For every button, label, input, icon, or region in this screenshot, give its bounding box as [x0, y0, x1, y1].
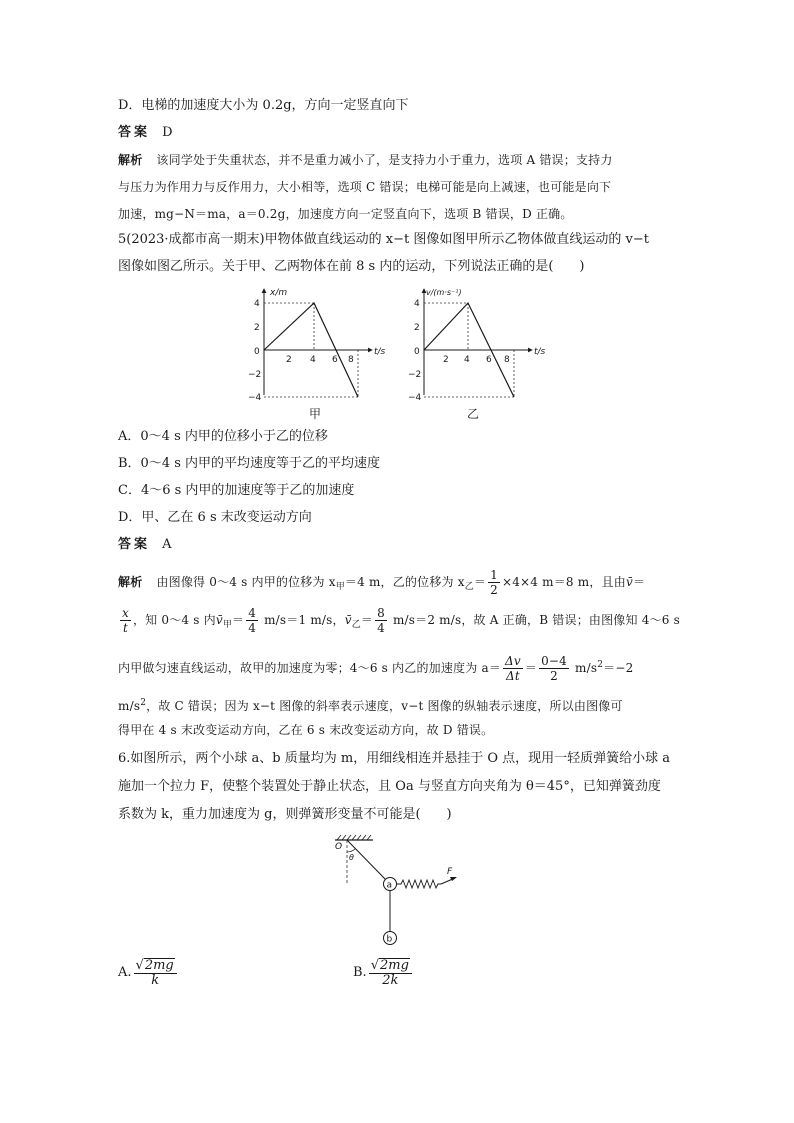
label-f: F: [447, 867, 453, 877]
ceiling-hatch: [337, 835, 371, 840]
frac-num: [134, 958, 177, 974]
answer-label: 答案: [118, 537, 151, 552]
radicand: 2mg: [144, 958, 174, 973]
q5-analysis-line-5: 得甲在 4 s 末改变运动方向，乙在 6 s 末改变运动方向，故 D 错误。: [118, 723, 494, 737]
q4-option-d: D．电梯的加速度大小为 0.2g，方向一定竖直向下: [118, 98, 409, 113]
subscript: 乙: [351, 620, 361, 630]
frac-den: 2: [550, 669, 558, 683]
q5-answer-row: [118, 535, 172, 555]
ytick-4: 4: [254, 299, 260, 309]
q5-stem-line-2: 图像如图乙所示。关于甲、乙两物体在前 8 s 内的运动，下列说法正确的是( ): [118, 259, 585, 274]
answer-value: D: [162, 125, 173, 140]
label-b: b: [386, 934, 393, 945]
frac-den: Δt: [506, 669, 520, 683]
q5-analysis-line-1: [118, 568, 645, 597]
analysis-text: 由图像得 0～4 s 内甲的位移为 x: [156, 575, 336, 589]
analysis-text: m/s: [571, 661, 598, 675]
x-label: t/s: [534, 347, 546, 357]
xtick-2: 2: [286, 355, 292, 365]
graph-jia-caption: 甲: [309, 407, 322, 421]
ytick-2: 2: [254, 323, 260, 333]
vbar-symbol: v̄: [344, 613, 352, 627]
fraction: [539, 654, 569, 683]
xtick-8: 8: [348, 355, 354, 365]
ytick-4: 4: [414, 299, 420, 309]
analysis-text: 该同学处于失重状态，并不是重力减小了，是支持力小于重力，选项 A 错误；支持力: [156, 153, 613, 167]
frac-num: 0−4: [541, 654, 568, 668]
frac-num: [369, 958, 412, 974]
ytick-neg4: −4: [248, 393, 262, 403]
option-letter: B.: [353, 965, 367, 980]
vbar-symbol: v̄: [215, 613, 223, 627]
xtick-4: 4: [464, 355, 470, 365]
analysis-text: ×4×4 m＝8 m，且由: [501, 575, 626, 589]
xtick-4: 4: [310, 355, 316, 365]
q6-option-b: [353, 958, 414, 988]
frac-den: t: [122, 621, 128, 635]
fraction: [246, 606, 258, 635]
analysis-label: 解析: [118, 575, 143, 589]
frac-den: 4: [377, 621, 385, 635]
q5-stem-line-1: 5(2023·成都市高一期末)甲物体做直线运动的 x−t 图像如图甲所示乙物体做直线运动的 v−t: [118, 232, 649, 247]
answer-label: 答案: [118, 125, 151, 140]
x-label: t/s: [374, 347, 386, 357]
frac-den: k: [151, 973, 160, 988]
subscript: 乙: [464, 582, 474, 592]
angle-arc: [347, 849, 355, 852]
ytick-neg2: −2: [408, 370, 422, 380]
label-theta: θ: [349, 853, 354, 862]
analysis-text: ＝: [360, 613, 374, 627]
frac-num: Δv: [505, 654, 521, 668]
option-letter: A.: [118, 965, 132, 980]
q6-stem-line-1: 6.如图所示，两个小球 a、b 质量均为 m，用细线相连并悬挂于 O 点，现用一轻质弹簧给小球 a: [118, 751, 671, 766]
q4-analysis-line-2: 与压力为作用力与反作用力，大小相等，选项 C 错误；电梯可能是向上减速，也可能是向下: [118, 180, 612, 194]
q5-option-d: D．甲、乙在 6 s 末改变运动方向: [118, 510, 312, 525]
q6-option-a: [118, 958, 179, 988]
fraction: [375, 606, 387, 635]
q4-analysis-line-3: 加速，mg−N＝ma，a＝0.2g，加速度方向一定竖直向下，选项 B 错误，D 正确。: [118, 207, 573, 221]
analysis-text: ，故 C 错误；因为 x−t 图像的斜率表示速度，v−t 图像的纵轴表示速度，所以由图像可: [146, 699, 623, 713]
analysis-text: ＝: [524, 661, 538, 675]
subscript: 甲: [335, 582, 345, 592]
analysis-text: m/s: [118, 699, 141, 713]
q5-option-c: C．4～6 s 内甲的加速度等于乙的加速度: [118, 483, 355, 498]
q6-stem-line-3: 系数为 k，重力加速度为 g，则弹簧形变量不可能是( ): [118, 807, 452, 822]
analysis-text: ＝4 m，乙的位移为 x: [344, 575, 465, 589]
subscript: 甲: [222, 620, 233, 630]
xtick-8: 8: [504, 355, 510, 365]
spring: [397, 880, 442, 888]
fraction: [488, 568, 500, 597]
force-arrow-head: [450, 877, 457, 881]
sqrt-icon: √: [370, 958, 379, 973]
analysis-text: 内甲做匀速直线运动，故甲的加速度为零；4～6 s 内乙的加速度为 a＝: [118, 661, 502, 675]
vbar-symbol: v̄: [625, 575, 633, 589]
fraction: [134, 958, 177, 988]
superscript: 2: [597, 660, 604, 670]
fraction: [369, 958, 412, 988]
xtick-6: 6: [486, 355, 492, 365]
y-label: v/(m·s⁻¹): [426, 288, 462, 297]
q5-option-a: A．0～4 s 内甲的位移小于乙的位移: [118, 429, 328, 444]
q6-stem-line-2: 施加一个拉力 F，使整个装置处于静止状态，且 Oa 与竖直方向夹角为 θ＝45°，已知弹簧劲度: [118, 779, 661, 794]
origin-label: 0: [254, 347, 260, 357]
graph-yi: [400, 285, 550, 410]
frac-num: x: [122, 606, 129, 620]
analysis-text: m/s＝1 m/s，: [260, 613, 345, 627]
sqrt-icon: √: [135, 958, 144, 973]
fraction: [503, 654, 523, 683]
analysis-text: ＝: [473, 575, 487, 589]
frac-den: 4: [248, 621, 257, 635]
frac-num: 1: [490, 568, 498, 582]
q5-analysis-line-3: [118, 654, 633, 683]
q5-analysis-line-4: [118, 693, 623, 716]
fraction: [120, 606, 131, 635]
analysis-text: ＝−2: [603, 661, 634, 675]
xtick-2: 2: [443, 355, 449, 365]
y-label: x/m: [270, 288, 288, 298]
q6-diagram: [325, 832, 470, 950]
radicand: 2mg: [379, 958, 409, 973]
q5-analysis-line-2: [118, 606, 680, 635]
frac-den: 2k: [382, 973, 399, 988]
ytick-2: 2: [414, 323, 420, 333]
analysis-text: ＝: [232, 613, 245, 627]
graph-yi-caption: 乙: [467, 407, 480, 421]
q4-answer-row: [118, 123, 173, 143]
ytick-neg2: −2: [248, 370, 262, 380]
frac-den: 2: [490, 583, 498, 597]
origin-label: 0: [414, 347, 420, 357]
analysis-text: ＝: [632, 575, 646, 589]
xtick-6: 6: [332, 355, 338, 365]
analysis-text: m/s＝2 m/s，故 A 正确，B 错误；由图像知 4～6 s: [388, 613, 680, 627]
frac-num: 4: [248, 606, 257, 620]
frac-num: 8: [377, 606, 385, 620]
graph-jia: [240, 285, 390, 410]
answer-value: A: [162, 537, 172, 552]
label-o: O: [335, 842, 343, 852]
analysis-label: 解析: [118, 153, 143, 167]
label-a: a: [386, 880, 393, 891]
superscript: 2: [140, 698, 147, 708]
q4-analysis-line-1: [118, 150, 613, 170]
q5-option-b: B．0～4 s 内甲的平均速度等于乙的平均速度: [118, 456, 381, 471]
analysis-text: ，知 0～4 s 内: [132, 613, 216, 627]
ytick-neg4: −4: [408, 393, 422, 403]
